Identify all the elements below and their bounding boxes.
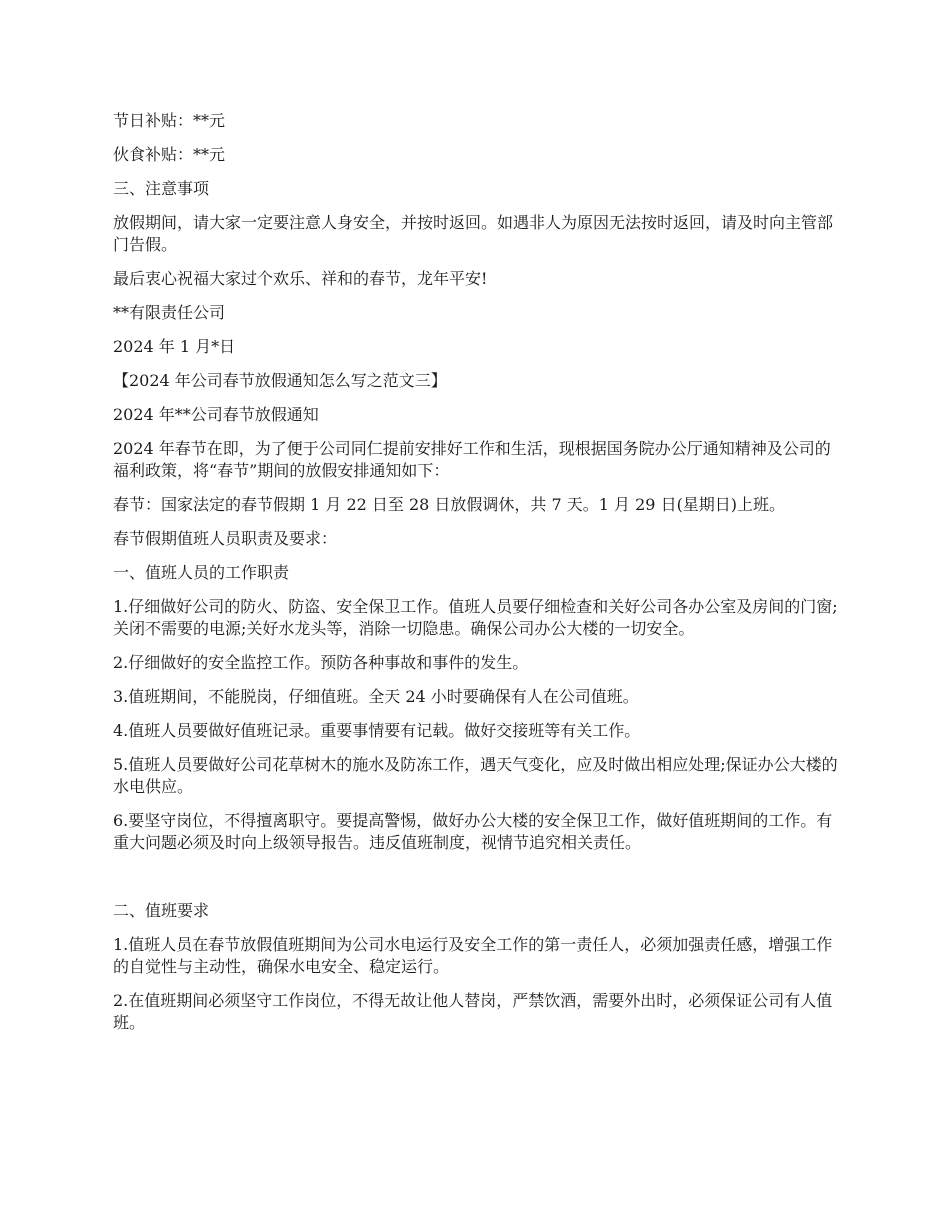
duty-item-6: 6.要坚守岗位，不得擅离职守。要提高警惕，做好办公大楼的安全保卫工作，做好值班期间的工作。有重大问题必须及时向上级领导报告。违反值班制度，视情节追究相关责任。	[113, 811, 833, 852]
paragraph-wishes: 最后衷心祝福大家过个欢乐、祥和的春节，龙年平安!	[113, 269, 488, 288]
duty-item-1: 1.仔细做好公司的防火、防盗、安全保卫工作。值班人员要仔细检查和关好公司各办公室及房间的门窗;关闭不需要的电源;关好水龙头等，消除一切隐患。确保公司办公大楼的一切安全。	[113, 597, 838, 638]
section-heading-notes: 三、注意事项	[113, 179, 210, 198]
section-heading-requirements: 二、值班要求	[113, 901, 210, 920]
duty-item-2: 2.仔细做好的安全监控工作。预防各种事故和事件的发生。	[113, 653, 529, 672]
section-heading-duties: 一、值班人员的工作职责	[113, 563, 290, 582]
paragraph-intro: 2024 年春节在即，为了便于公司同仁提前安排好工作和生活，现根据国务院办公厅通知精神及公司的福利政策，将“春节”期间的放假安排通知如下：	[113, 439, 831, 480]
paragraph-duty-requirements-heading: 春节假期值班人员职责及要求：	[113, 529, 338, 548]
paragraph-safety-notice: 放假期间，请大家一定要注意人身安全，并按时返回。如遇非人为原因无法按时返回，请及时向主管部门告假。	[113, 213, 834, 254]
duty-item-3: 3.值班期间，不能脱岗，仔细值班。全天 24 小时要确保有人在公司值班。	[113, 687, 639, 706]
duty-item-4: 4.值班人员要做好值班记录。重要事情要有记载。做好交接班等有关工作。	[113, 721, 641, 740]
document-body	[113, 110, 843, 1046]
requirement-item-1: 1.值班人员在春节放假值班期间为公司水电运行及安全工作的第一责任人，必须加强责任感，增强工作的自觉性与主动性，确保水电安全、稳定运行。	[113, 935, 833, 976]
paragraph-meal-allowance: 伙食补贴：**元	[113, 145, 226, 164]
duty-item-5: 5.值班人员要做好公司花草树木的施水及防冻工作，遇天气变化，应及时做出相应处理;保证办公大楼的水电供应。	[113, 755, 838, 796]
paragraph-holiday-dates: 春节：国家法定的春节假期 1 月 22 日至 28 日放假调休，共 7 天。1 月 29 日(星期日)上班。	[113, 495, 786, 514]
notice-title: 2024 年**公司春节放假通知	[113, 405, 319, 424]
paragraph-festival-allowance: 节日补贴：**元	[113, 111, 226, 130]
section-spacer	[113, 866, 843, 900]
sample-three-title: 【2024 年公司春节放假通知怎么写之范文三】	[113, 371, 447, 390]
company-signature: **有限责任公司	[113, 303, 226, 322]
signature-date: 2024 年 1 月*日	[113, 337, 236, 356]
requirement-item-2: 2.在值班期间必须坚守工作岗位，不得无故让他人替岗，严禁饮酒，需要外出时，必须保证公司有人值班。	[113, 991, 833, 1032]
